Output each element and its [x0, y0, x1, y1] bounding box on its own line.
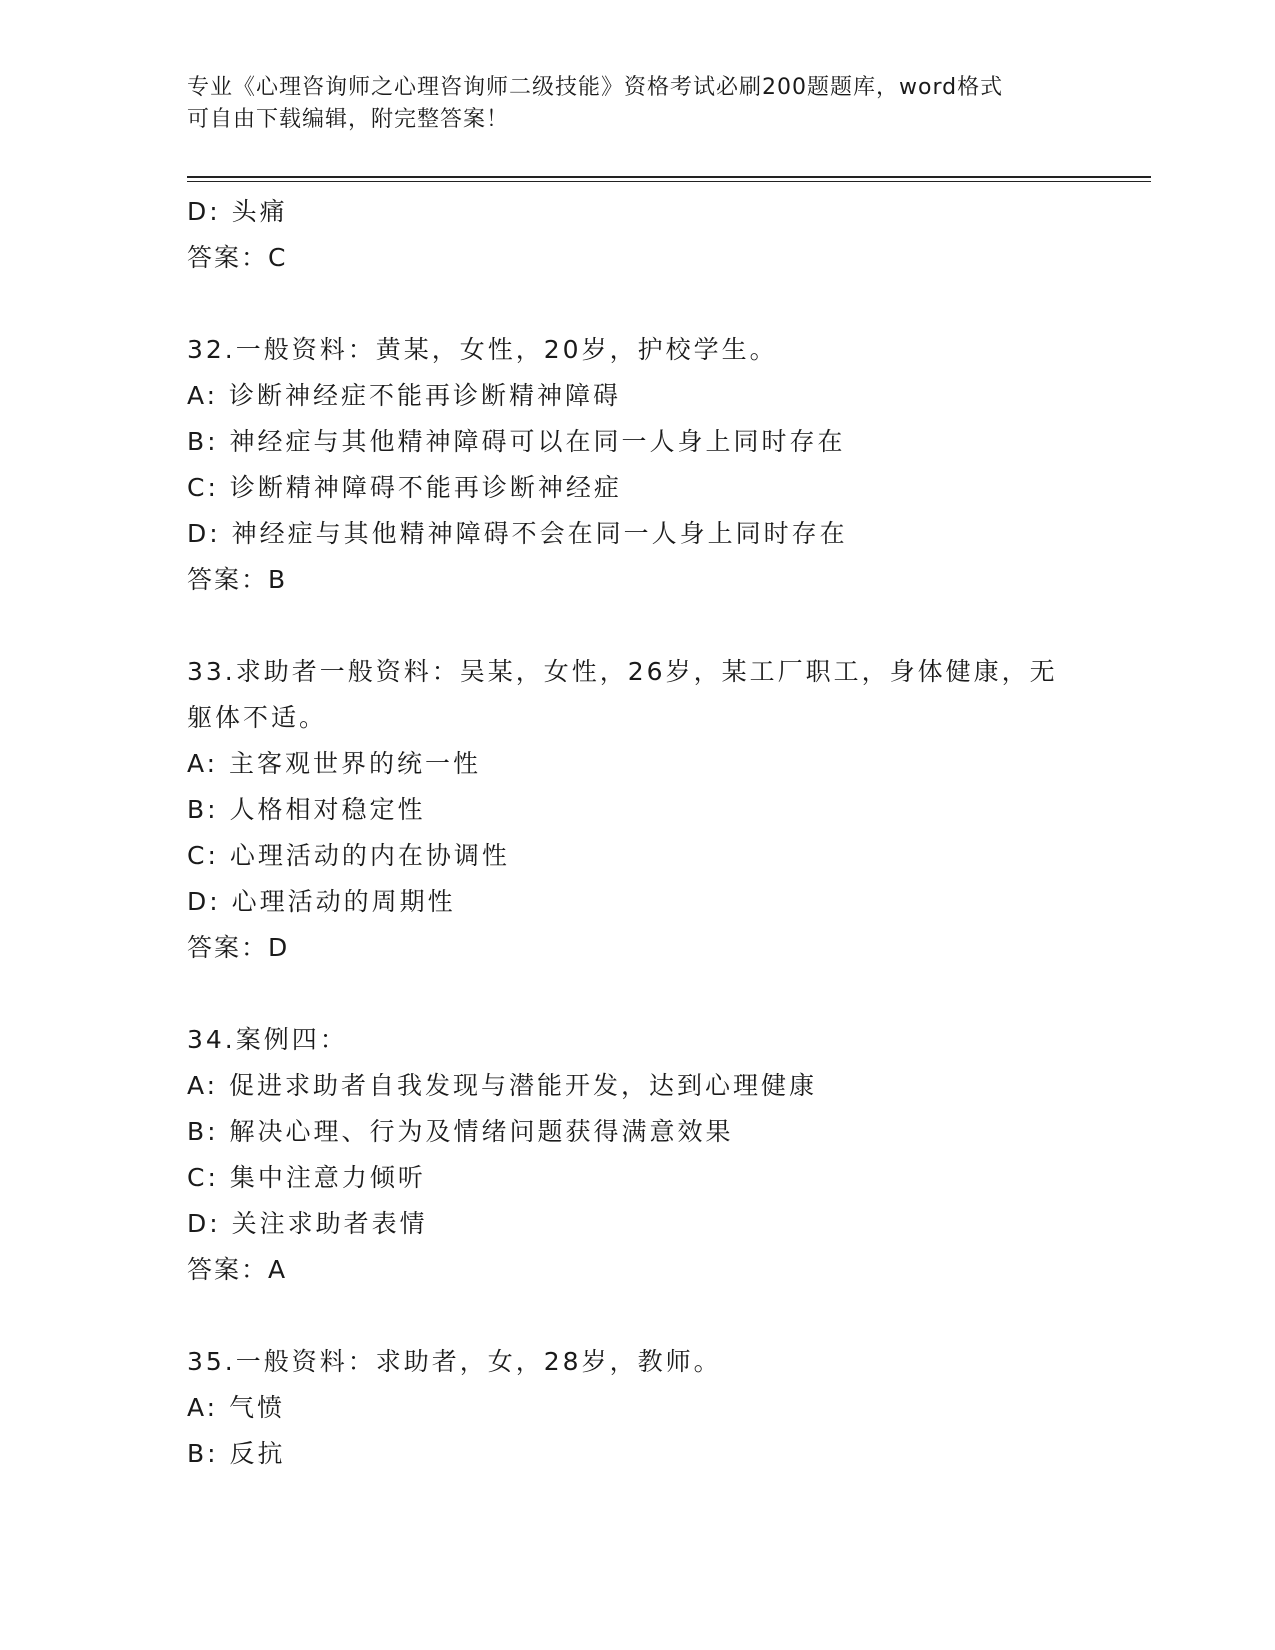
option-c: C: 集中注意力倾听: [187, 1163, 426, 1192]
question-list: [187, 189, 1087, 1477]
answer-line: 答案：C: [187, 243, 288, 272]
option-b: B: 解决心理、行为及情绪问题获得满意效果: [187, 1117, 734, 1146]
option-d: D: 心理活动的周期性: [187, 887, 456, 916]
option-c: C: 诊断精神障碍不能再诊断神经症: [187, 473, 622, 502]
question-33: [187, 649, 1087, 971]
header-line-1: 专业《心理咨询师之心理咨询师二级技能》资格考试必刷200题题库，word格式: [187, 75, 1004, 100]
question-stem: 35.一般资料：求助者，女，28岁，教师。: [187, 1347, 722, 1376]
option-d: D: 神经症与其他精神障碍不会在同一人身上同时存在: [187, 519, 848, 548]
question-35: [187, 1339, 1087, 1477]
option-b: B: 人格相对稳定性: [187, 795, 426, 824]
option-b: B: 神经症与其他精神障碍可以在同一人身上同时存在: [187, 427, 846, 456]
option-a: A: 促进求助者自我发现与潜能开发，达到心理健康: [187, 1071, 818, 1100]
document-header: [187, 72, 1067, 136]
question-stem-line-2: 躯体不适。: [187, 703, 328, 732]
question-stem-line-1: 33.求助者一般资料：吴某，女性，26岁，某工厂职工，身体健康，无: [187, 657, 1058, 686]
question-stem: 34.案例四：: [187, 1025, 348, 1054]
spacer: [187, 971, 1087, 1017]
option-b: B: 反抗: [187, 1439, 286, 1468]
spacer: [187, 281, 1087, 327]
question-32: [187, 327, 1087, 603]
spacer: [187, 1293, 1087, 1339]
answer-line: 答案：A: [187, 1255, 288, 1284]
option-d: D: 头痛: [187, 197, 288, 226]
header-divider-thin: [187, 181, 1151, 182]
answer-line: 答案：D: [187, 933, 290, 962]
option-a: A: 诊断神经症不能再诊断精神障碍: [187, 381, 622, 410]
header-line-2: 可自由下载编辑，附完整答案！: [187, 107, 510, 132]
option-a: A: 气愤: [187, 1393, 286, 1422]
answer-line: 答案：B: [187, 565, 288, 594]
option-c: C: 心理活动的内在协调性: [187, 841, 510, 870]
question-34: [187, 1017, 1087, 1293]
question-stem: 32.一般资料：黄某，女性，20岁，护校学生。: [187, 335, 778, 364]
header-divider-thick: [187, 176, 1151, 178]
spacer: [187, 603, 1087, 649]
option-a: A: 主客观世界的统一性: [187, 749, 482, 778]
option-d: D: 关注求助者表情: [187, 1209, 428, 1238]
